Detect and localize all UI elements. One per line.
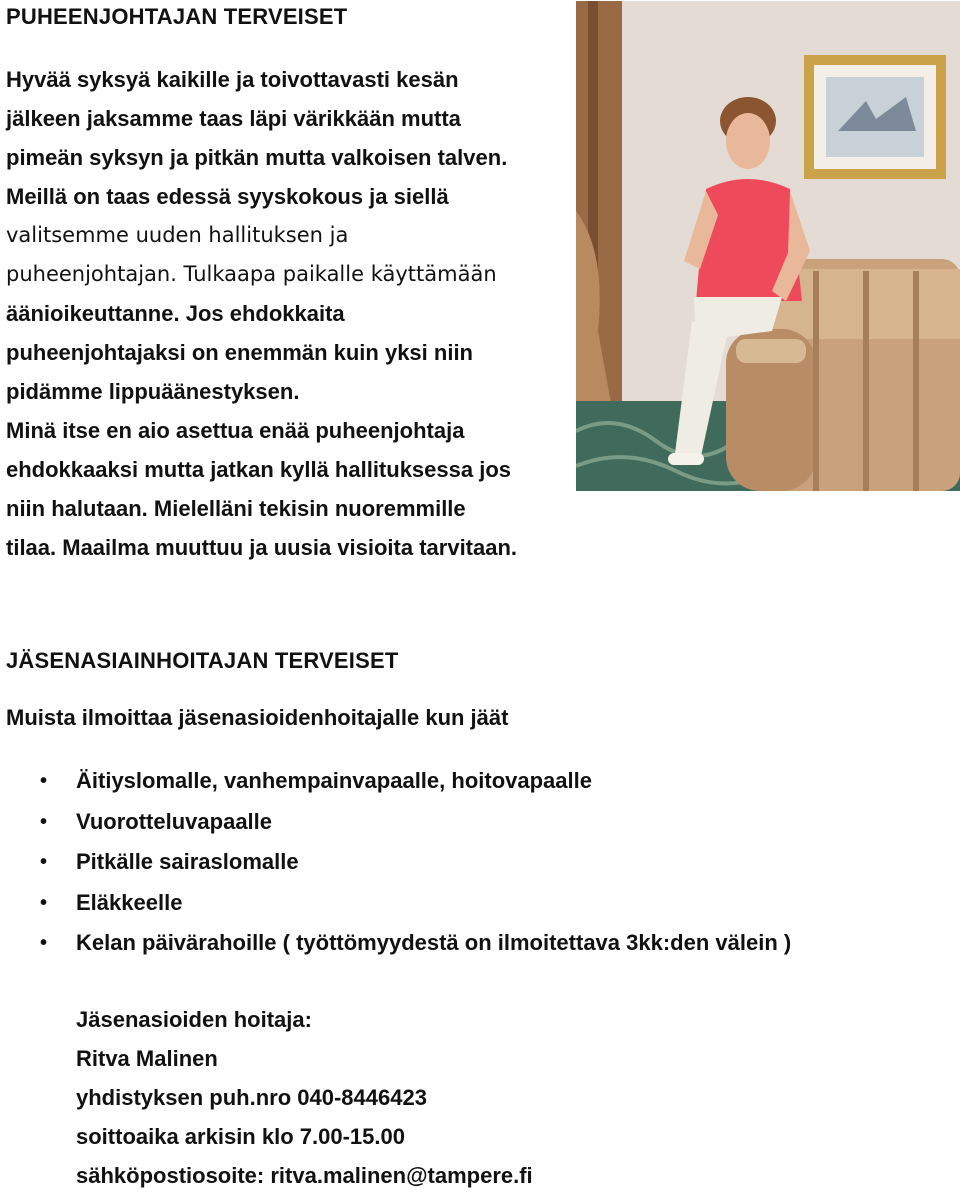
contact-phone: yhdistyksen puh.nro 040-8446423	[76, 1085, 427, 1110]
membership-lead-text: Muista ilmoittaa jäsenasioidenhoitajalle kun jäät	[6, 705, 509, 730]
contact-name: Ritva Malinen	[76, 1046, 218, 1071]
contact-info	[76, 1000, 533, 1195]
chairman-photo-illustration	[576, 1, 960, 491]
text-line: pimeän syksyn ja pitkän mutta valkoisen talven.	[6, 145, 508, 170]
text-line: ehdokkaaksi mutta jatkan kyllä hallituksessa jos	[6, 457, 512, 482]
list-item-text: Pitkälle sairaslomalle	[76, 849, 299, 874]
bullet-icon: •	[40, 932, 48, 954]
text-line: tilaa. Maailma muuttuu ja uusia visioita tarvitaan.	[6, 535, 518, 560]
contact-email: sähköpostiosoite: ritva.malinen@tampere.fi	[76, 1163, 533, 1188]
chairman-greetings-text	[6, 60, 576, 567]
text-line: puheenjohtajaksi on enemmän kuin yksi niin	[6, 340, 473, 365]
chairman-photo	[576, 1, 960, 491]
text-line: Meillä on taas edessä syyskokous ja siellä	[6, 184, 449, 209]
text-line: äänioikeuttanne. Jos ehdokkaita	[6, 301, 345, 326]
list-item-text: Äitiyslomalle, vanhempainvapaalle, hoitovapaalle	[76, 768, 592, 793]
text-line: jälkeen jaksamme taas läpi värikkään mutta	[6, 106, 461, 131]
text-line: Hyvää syksyä kaikille ja toivottavasti kesän	[6, 67, 459, 92]
text-line: valitsemme uuden hallituksen ja	[6, 223, 349, 247]
bullet-icon: •	[40, 891, 48, 914]
text-line: puheenjohtajan. Tulkaapa paikalle käyttämään	[6, 262, 497, 286]
list-item-text: Eläkkeelle	[76, 889, 183, 915]
contact-calling-hours: soittoaika arkisin klo 7.00-15.00	[76, 1124, 405, 1149]
bullet-icon: •	[40, 770, 48, 792]
list-item-text: Kelan päivärahoille ( työttömyydestä on ilmoitettava 3kk:den välein )	[76, 930, 792, 955]
membership-greetings-heading: JÄSENASIAINHOITAJAN TERVEISET	[6, 648, 399, 673]
text-line: pidämme lippuäänestyksen.	[6, 379, 300, 404]
chairman-greetings-heading: PUHEENJOHTAJAN TERVEISET	[6, 4, 348, 29]
contact-role: Jäsenasioiden hoitaja:	[76, 1007, 312, 1032]
bullet-icon: •	[40, 851, 48, 873]
list-item-text: Vuorotteluvapaalle	[76, 808, 273, 834]
text-line: niin halutaan. Mielelläni tekisin nuoremmille	[6, 496, 466, 521]
bullet-icon: •	[40, 810, 48, 833]
text-line: Minä itse en aio asettua enää puheenjohtaja	[6, 418, 465, 443]
face	[726, 113, 770, 169]
